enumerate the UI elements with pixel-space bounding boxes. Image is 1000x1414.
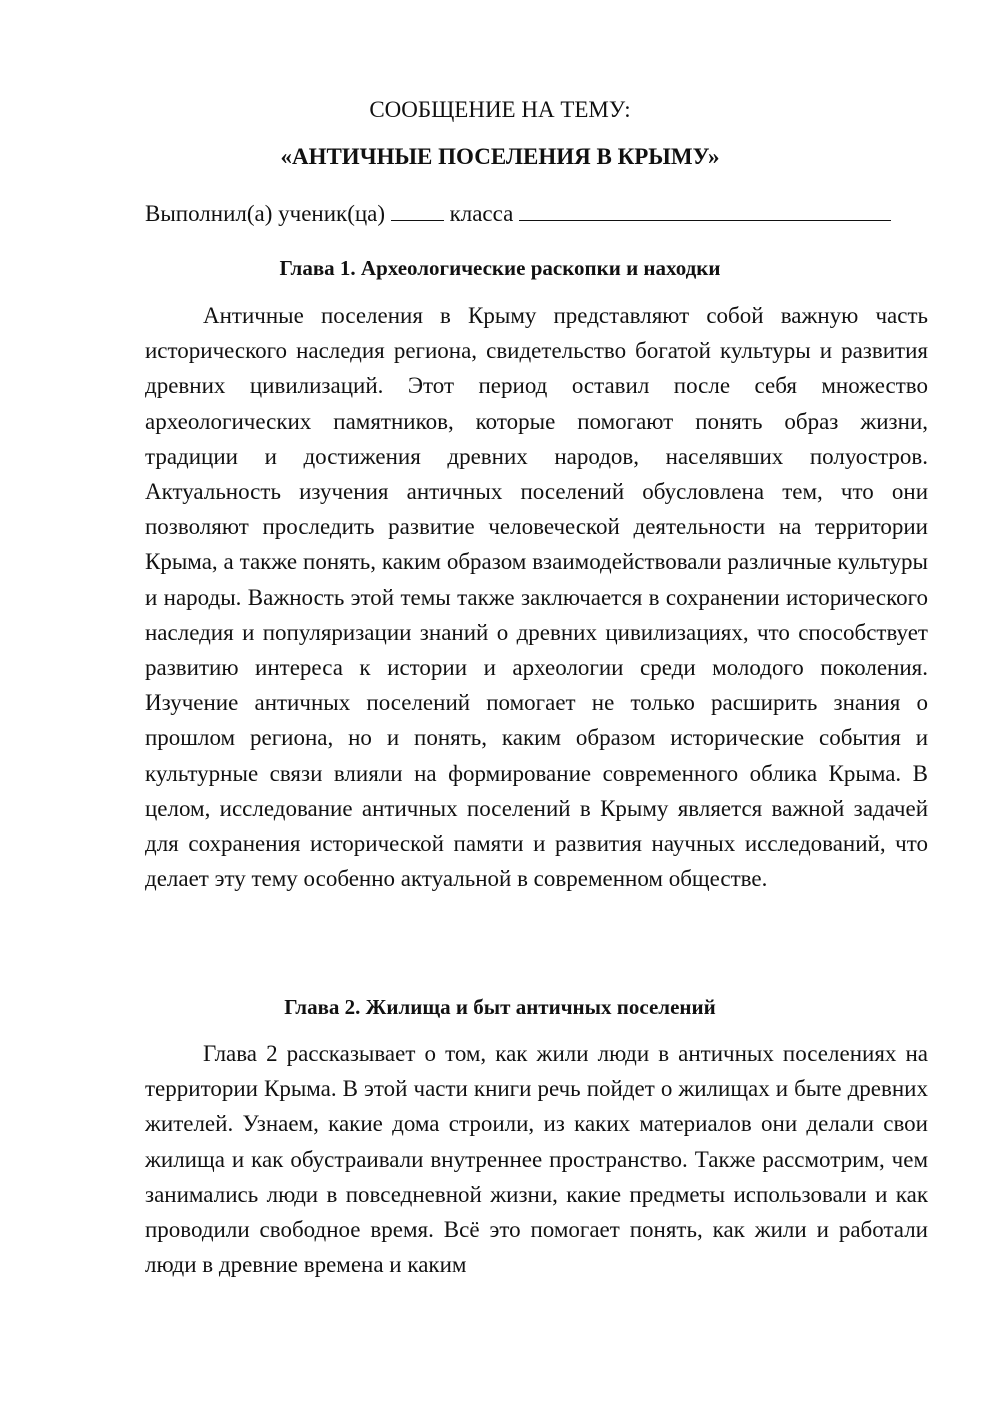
grade-blank [391, 198, 444, 221]
document-title-line-1: СООБЩЕНИЕ НА ТЕМУ: [369, 97, 631, 122]
chapter-1-heading: Глава 1. Археологические раскопки и находки [279, 256, 721, 280]
document-title-line-2: «АНТИЧНЫЕ ПОСЕЛЕНИЯ В КРЫМУ» [280, 144, 720, 169]
chapter-1-paragraph: Античные поселения в Крыму представляют собой важную часть исторического наследия региона, свидетельство богатой культуры и развития древних цивилизаций. Этот период оставил после себя множество археологических памятников, которые помогают понять образ жизни, традиции и достижения древних народов, населявших полуостров. Актуальность изучения античных поселений обусловлена тем, что они позволяют проследить развитие человеческой деятельности на территории Крыма, а также понять, каким образом взаимодействовали различные культуры и народы. Важность этой темы также заключается в сохранении исторического наследия и популяризации знаний о древних цивилизациях, что способствует развитию интереса к истории и археологии среди молодого поколения. Изучение античных поселений помогает не только расширить знания о прошлом региона, но и понять, каким образом исторические события и культурные связи влияли на формирование современного облика Крыма. В целом, исследование античных поселений в Крыму является важной задачей для сохранения исторической памяти и развития научных исследований, что делает эту тему особенно актуальной в современном обществе. [145, 303, 928, 892]
chapter-2-paragraph: Глава 2 рассказывает о том, как жили люди в античных поселениях на территории Крыма. В этой части книги речь пойдет о жилищах и быте древних жителей. Узнаем, какие дома строили, из каких материалов они делали свои жилища и как обустраивали внутреннее пространство. Также рассмотрим, чем занимались люди в повседневной жизни, какие предметы использовали и как проводили свободное время. Всё это помогает понять, как жили и работали люди в древние времена и каким [145, 1041, 928, 1278]
chapter-2-heading: Глава 2. Жилища и быт античных поселений [284, 995, 716, 1019]
name-blank [519, 198, 891, 221]
performer-prefix: Выполнил(а) ученик(ца) [145, 201, 386, 226]
performer-line [145, 198, 945, 229]
performer-middle: класса [449, 201, 514, 226]
